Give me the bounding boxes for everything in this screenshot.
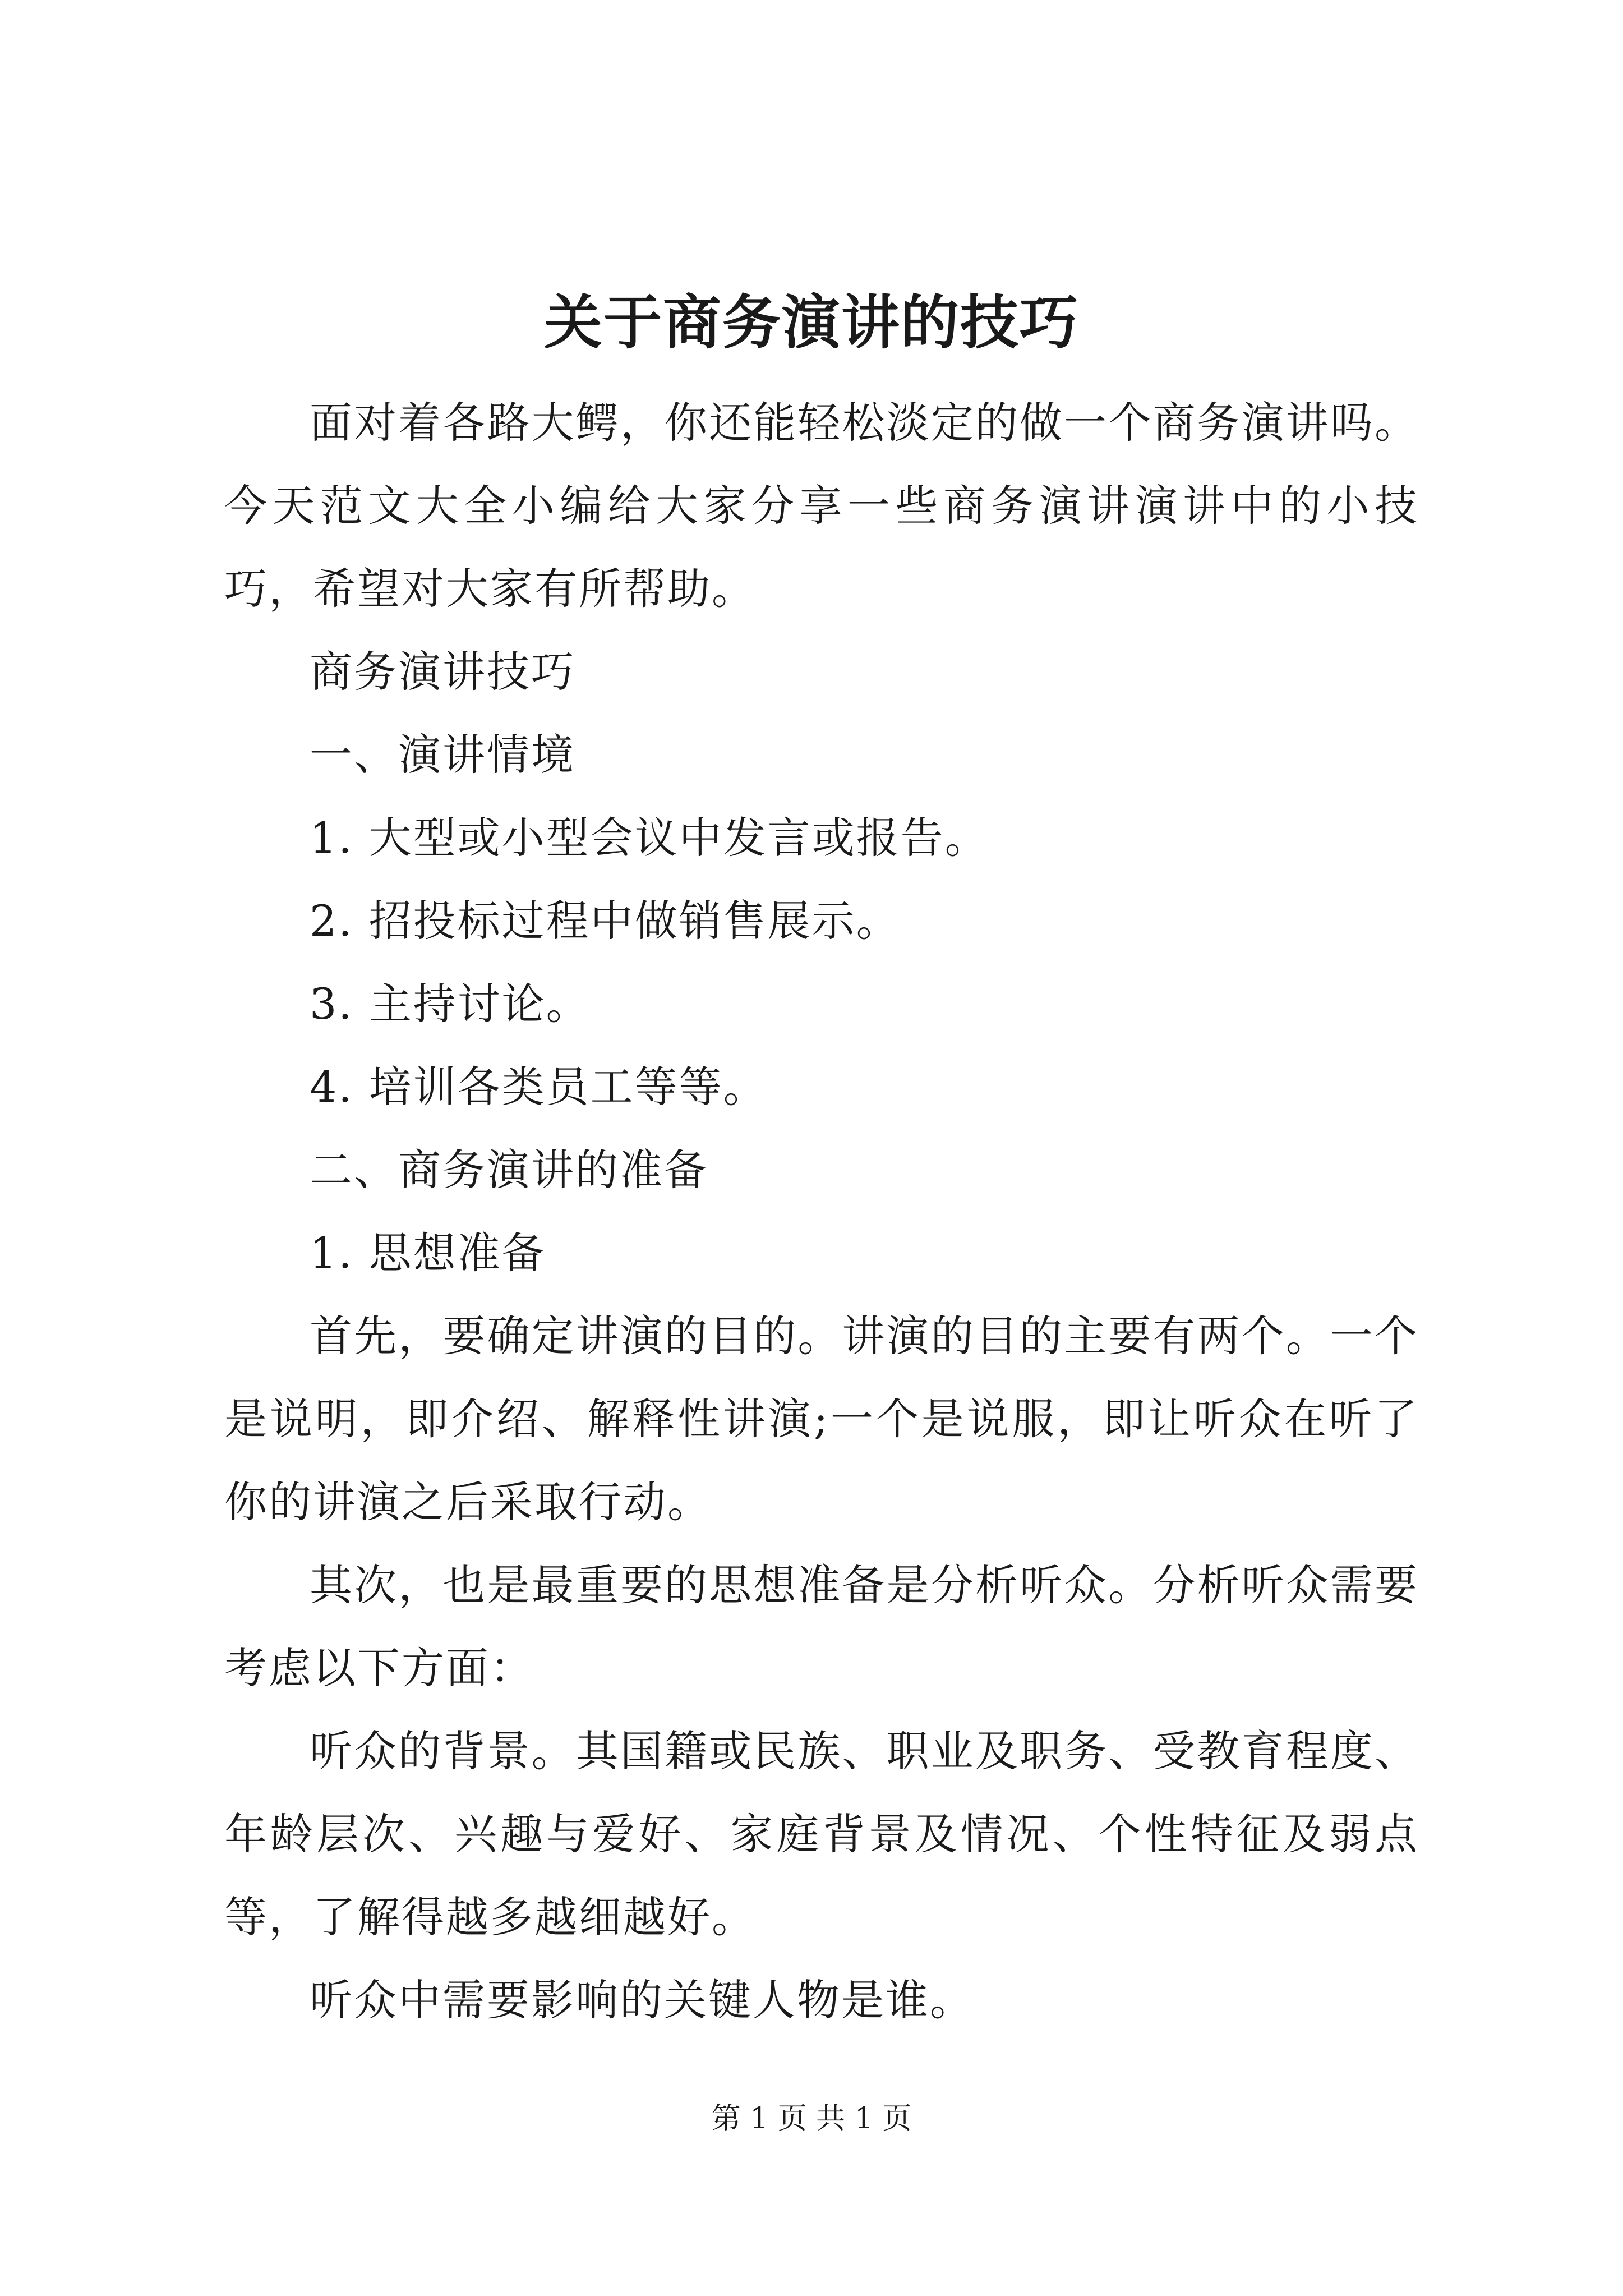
document-body xyxy=(224,381,1419,2042)
paragraph-intro: 面对着各路大鳄，你还能轻松淡定的做一个商务演讲吗。今天范文大全小编给大家分享一些商务演讲演讲中的小技巧，希望对大家有所帮助。 xyxy=(224,398,1419,614)
document-title: 关于商务演讲的技巧 xyxy=(543,288,1079,357)
paragraph-item-2: 2. 招投标过程中做销售展示。 xyxy=(310,896,901,946)
paragraph-purpose: 首先，要确定讲演的目的。讲演的目的主要有两个。一个是说明，即介绍、解释性讲演;一个是说服，即让听众在听了你的讲演之后采取行动。 xyxy=(224,1311,1419,1527)
paragraph-section-heading: 商务演讲技巧 xyxy=(310,647,575,697)
paragraph-key-person: 听众中需要影响的关键人物是谁。 xyxy=(310,1975,974,2025)
paragraph-heading-preparation: 二、商务演讲的准备 xyxy=(310,1145,708,1195)
paragraph-audience-analysis: 其次，也是最重要的思想准备是分析听众。分析听众需要考虑以下方面： xyxy=(224,1560,1419,1693)
paragraph-subheading-mindset: 1. 思想准备 xyxy=(310,1228,546,1278)
paragraph-heading-scenarios: 一、演讲情境 xyxy=(310,730,575,780)
paragraph-audience-background: 听众的背景。其国籍或民族、职业及职务、受教育程度、年龄层次、兴趣与爱好、家庭背景及情况、个性特征及弱点等，了解得越多越细越好。 xyxy=(224,1726,1419,1942)
paragraph-item-3: 3. 主持讨论。 xyxy=(310,979,591,1029)
paragraph-item-4: 4. 培训各类员工等等。 xyxy=(310,1062,768,1112)
page-footer: 第 1 页 共 1 页 xyxy=(711,2102,912,2136)
paragraph-item-1: 1. 大型或小型会议中发言或报告。 xyxy=(310,813,989,863)
